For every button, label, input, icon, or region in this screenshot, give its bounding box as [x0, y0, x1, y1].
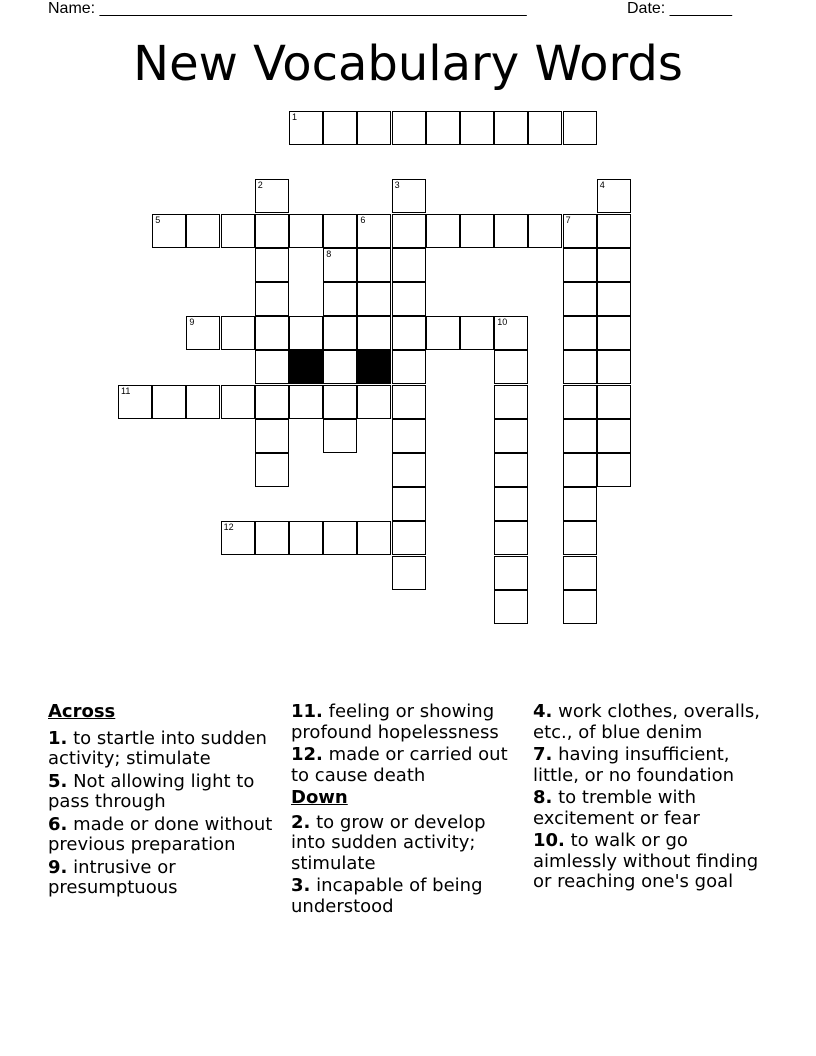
clues-column-2: [291, 702, 521, 919]
crossword-cell[interactable]: [392, 179, 426, 213]
crossword-block: [289, 350, 323, 384]
clue-text: incapable of being understood: [291, 875, 483, 917]
crossword-cell[interactable]: [392, 214, 426, 248]
clue-text: made or done without previous preparation: [48, 813, 273, 855]
clue-number: 7.: [533, 744, 553, 765]
crossword-cell[interactable]: [563, 316, 597, 350]
crossword-cell[interactable]: [563, 282, 597, 316]
crossword-cell[interactable]: [597, 385, 631, 419]
crossword-cell[interactable]: [221, 214, 255, 248]
crossword-cell[interactable]: [494, 350, 528, 384]
crossword-cell[interactable]: [494, 521, 528, 555]
crossword-cell[interactable]: [323, 350, 357, 384]
clue-number: 11.: [291, 701, 323, 722]
crossword-cell[interactable]: [221, 316, 255, 350]
crossword-cell[interactable]: [563, 590, 597, 624]
clue-down-8: [533, 788, 768, 829]
crossword-cell[interactable]: [563, 556, 597, 590]
clue-text: to tremble with excitement or fear: [533, 787, 700, 829]
clue-number: 2.: [291, 811, 311, 833]
crossword-cell[interactable]: [460, 214, 494, 248]
crossword-cell[interactable]: [494, 590, 528, 624]
crossword-cell[interactable]: [289, 214, 323, 248]
crossword-cell[interactable]: [152, 385, 186, 419]
crossword-cell[interactable]: [392, 350, 426, 384]
clue-number: 10.: [533, 830, 565, 851]
crossword-cell[interactable]: [460, 316, 494, 350]
clue-across-6: [48, 815, 278, 856]
clue-number: 5.: [48, 770, 68, 792]
crossword-cell[interactable]: [392, 111, 426, 145]
crossword-cell[interactable]: [392, 385, 426, 419]
clue-down-2: [291, 813, 521, 875]
crossword-cell[interactable]: [563, 487, 597, 521]
clue-number: 8.: [533, 787, 553, 808]
crossword-cell[interactable]: [255, 419, 289, 453]
crossword-cell[interactable]: [289, 385, 323, 419]
crossword-cell[interactable]: [323, 419, 357, 453]
cell-number: 5: [155, 214, 161, 225]
crossword-cell[interactable]: [494, 111, 528, 145]
crossword-cell[interactable]: [494, 556, 528, 590]
cell-number: 4: [599, 180, 605, 191]
clue-text: Not allowing light to pass through: [48, 770, 255, 812]
crossword-cell[interactable]: [357, 521, 391, 555]
clue-down-10: [533, 831, 768, 893]
clue-across-9: [48, 858, 278, 899]
crossword-cell[interactable]: [255, 282, 289, 316]
crossword-cell[interactable]: [494, 385, 528, 419]
crossword-cell[interactable]: [597, 419, 631, 453]
crossword-cell[interactable]: [323, 282, 357, 316]
crossword-cell[interactable]: [392, 248, 426, 282]
crossword-cell[interactable]: [323, 385, 357, 419]
cell-number: 9: [189, 317, 195, 328]
cell-number: 8: [326, 248, 332, 259]
cell-number: 2: [257, 180, 263, 191]
crossword-cell[interactable]: [289, 316, 323, 350]
crossword-cell[interactable]: [255, 248, 289, 282]
crossword-cell[interactable]: [323, 248, 357, 282]
crossword-cell[interactable]: [563, 248, 597, 282]
across-heading: Across: [48, 701, 116, 722]
clues-column-1: [48, 702, 278, 901]
crossword-cell[interactable]: [563, 350, 597, 384]
crossword-cell[interactable]: [563, 419, 597, 453]
crossword-cell[interactable]: [563, 385, 597, 419]
clue-number: 3.: [291, 875, 311, 896]
clue-number: 12.: [291, 744, 323, 765]
crossword-cell[interactable]: [392, 282, 426, 316]
crossword-cell[interactable]: [118, 385, 152, 419]
crossword-cell[interactable]: [186, 316, 220, 350]
crossword-cell[interactable]: [563, 453, 597, 487]
crossword-cell[interactable]: [186, 214, 220, 248]
crossword-cell[interactable]: [528, 111, 562, 145]
crossword-cell[interactable]: [357, 385, 391, 419]
crossword-cell[interactable]: [221, 385, 255, 419]
crossword-cell[interactable]: [255, 453, 289, 487]
down-heading: Down: [291, 787, 348, 808]
cell-number: 12: [223, 522, 234, 533]
crossword-block: [357, 350, 391, 384]
clue-number: 9.: [48, 856, 68, 878]
crossword-cell[interactable]: [323, 214, 357, 248]
crossword-cell[interactable]: [186, 385, 220, 419]
clue-across-12: [291, 745, 521, 786]
clue-down-7: [533, 745, 768, 786]
clue-across-1: [48, 729, 278, 770]
clue-text: to walk or go aimlessly without finding or reaching one's goal: [533, 830, 759, 892]
crossword-cell[interactable]: [392, 521, 426, 555]
clue-text: to grow or develop into sudden activity; stimulate: [291, 811, 486, 874]
crossword-cell[interactable]: [289, 111, 323, 145]
crossword-cell[interactable]: [255, 179, 289, 213]
clue-text: intrusive or presumptuous: [48, 856, 178, 898]
cell-number: 10: [497, 317, 508, 328]
crossword-cell[interactable]: [323, 316, 357, 350]
crossword-cell[interactable]: [597, 350, 631, 384]
name-field-label: Name: ________________________________________________: [48, 0, 527, 17]
cell-number: 6: [360, 214, 366, 225]
cell-number: 11: [121, 385, 131, 396]
crossword-cell[interactable]: [426, 111, 460, 145]
crossword-cell[interactable]: [357, 316, 391, 350]
crossword-cell[interactable]: [152, 214, 186, 248]
clue-down-4: [533, 702, 768, 743]
crossword-cell[interactable]: [460, 111, 494, 145]
clue-text: having insufficient, little, or no foundation: [533, 744, 735, 786]
clue-across-11: [291, 702, 521, 743]
cell-number: 1: [292, 112, 298, 122]
clue-across-5: [48, 772, 278, 813]
crossword-cell[interactable]: [426, 214, 460, 248]
clue-text: feeling or showing profound hopelessness: [291, 701, 499, 743]
crossword-cell[interactable]: [289, 521, 323, 555]
crossword-cell[interactable]: [255, 316, 289, 350]
crossword-cell[interactable]: [494, 316, 528, 350]
crossword-cell[interactable]: [255, 521, 289, 555]
crossword-cell[interactable]: [255, 214, 289, 248]
clues-column-3: [533, 702, 768, 895]
crossword-cell[interactable]: [357, 248, 391, 282]
clue-number: 6.: [48, 813, 68, 835]
crossword-cell[interactable]: [392, 419, 426, 453]
crossword-cell[interactable]: [597, 179, 631, 213]
crossword-cell[interactable]: [597, 316, 631, 350]
crossword-cell[interactable]: [323, 111, 357, 145]
crossword-cell[interactable]: [597, 248, 631, 282]
clue-number: 1.: [48, 727, 68, 749]
crossword-cell[interactable]: [563, 214, 597, 248]
clue-down-3: [291, 876, 521, 917]
clue-text: work clothes, overalls, etc., of blue denim: [533, 701, 760, 743]
crossword-cell[interactable]: [392, 487, 426, 521]
crossword-cell[interactable]: [255, 385, 289, 419]
crossword-cell[interactable]: [597, 453, 631, 487]
crossword-cell[interactable]: [563, 111, 597, 145]
crossword-cell[interactable]: [528, 214, 562, 248]
cell-number: 7: [565, 214, 571, 225]
cell-number: 3: [394, 180, 400, 191]
crossword-cell[interactable]: [392, 316, 426, 350]
crossword-cell[interactable]: [597, 214, 631, 248]
crossword-cell[interactable]: [494, 453, 528, 487]
clue-text: to startle into sudden activity; stimulate: [48, 727, 267, 769]
crossword-cell[interactable]: [597, 282, 631, 316]
crossword-cell[interactable]: [563, 521, 597, 555]
crossword-cell[interactable]: [494, 214, 528, 248]
crossword-cell[interactable]: [392, 453, 426, 487]
page-title: New Vocabulary Words: [133, 36, 683, 92]
crossword-cell[interactable]: [357, 111, 391, 145]
crossword-cell[interactable]: [357, 282, 391, 316]
crossword-cell[interactable]: [494, 419, 528, 453]
crossword-cell[interactable]: [221, 521, 255, 555]
clue-text: made or carried out to cause death: [291, 744, 508, 786]
crossword-cell[interactable]: [392, 556, 426, 590]
clue-number: 4.: [533, 701, 553, 722]
crossword-cell[interactable]: [426, 316, 460, 350]
crossword-cell[interactable]: [255, 350, 289, 384]
crossword-cell[interactable]: [494, 487, 528, 521]
crossword-cell[interactable]: [357, 214, 391, 248]
date-field-label: Date: _______: [627, 0, 732, 17]
crossword-cell[interactable]: [323, 521, 357, 555]
